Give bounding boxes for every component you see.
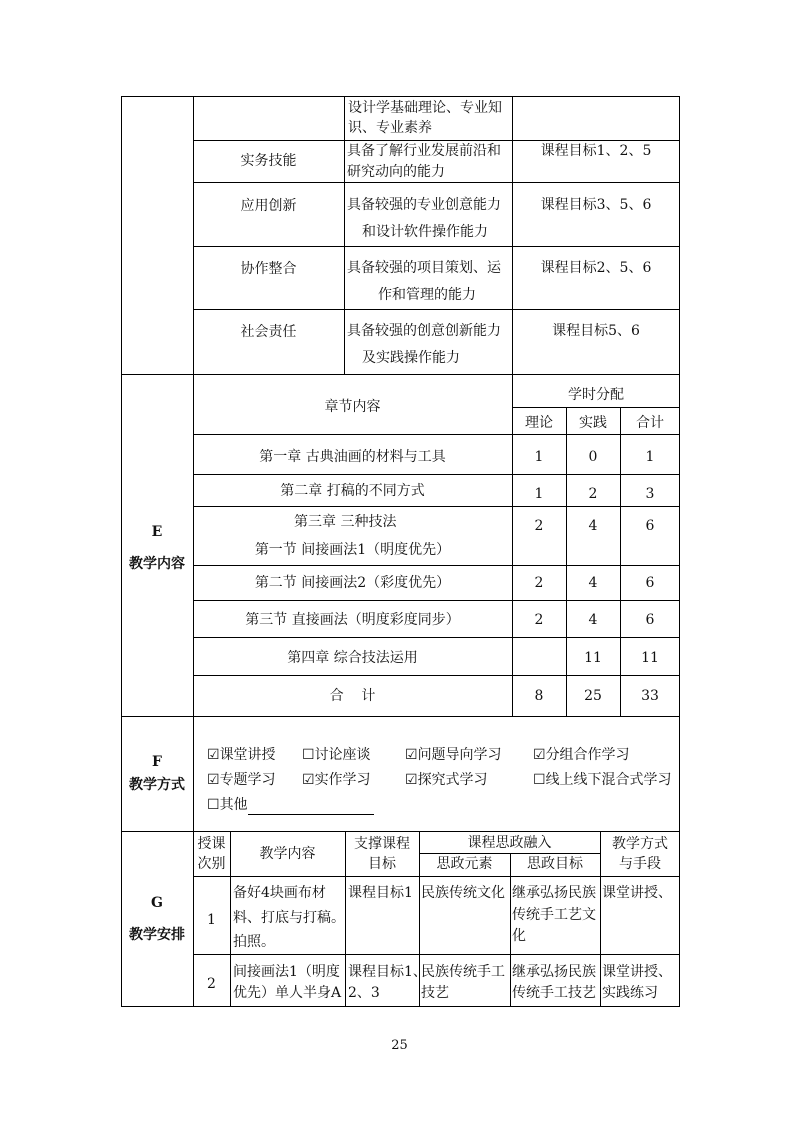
objective-desc-line1: 具备较强的专业创意能力 [347,197,501,213]
section-title: 第二节 间接画法2（彩度优先） [254,575,451,591]
objective-goal: 课程目标3、5、6 [540,197,652,213]
header-chapter-content: 章节内容 [324,399,381,415]
objective-goal: 课程目标5、6 [552,323,640,339]
content-line: 料、打底与打稿。 [233,910,345,926]
other-fill-blank[interactable] [248,800,374,815]
ideology-goal-line: 传统手工技艺 [512,985,596,1001]
objective-item: 应用创新 [240,198,297,214]
header-ideology-element: 思政元素 [436,856,493,872]
checkbox-unchecked-icon[interactable]: ☐ [302,747,315,763]
teaching-method-option[interactable] [405,745,502,765]
objective-goal: 课程目标1、2、5 [540,143,652,159]
theory-hours: 1 [534,486,544,502]
practice-hours: 4 [588,575,598,591]
section-title: 第三节 直接画法（明度彩度同步） [245,612,460,628]
chapter-title: 第三章 三种技法 [294,514,397,530]
objective-desc-line2: 和设计软件操作能力 [362,224,488,240]
header-method-line1: 教学方式 [612,836,668,852]
theory-hours: 2 [534,575,544,591]
objective-desc-line2: 研究动向的能力 [347,164,445,180]
practice-hours: 4 [588,518,598,534]
practice-hours: 2 [588,486,598,502]
teaching-method-option[interactable] [207,770,276,790]
option-label: 专题学习 [219,772,276,788]
teaching-method-option[interactable] [533,770,672,790]
header-total: 合计 [636,415,664,431]
ideology-element-line: 技艺 [421,985,449,1001]
header-content: 教学内容 [259,846,316,862]
content-line: 优先）单人半身A [233,985,342,1001]
header-session-line1: 授课 [197,836,226,852]
section-title: 第一节 间接画法1（明度优先） [254,542,451,558]
option-label: 线上线下混合式学习 [545,772,672,788]
sum-total: 33 [641,688,659,704]
teaching-method-option[interactable] [302,770,371,790]
session-number: 1 [207,912,216,928]
objective-desc-line2: 及实践操作能力 [362,350,460,366]
header-ideology-goal: 思政目标 [527,856,583,872]
practice-hours: 11 [584,650,602,666]
ideology-goal-line: 传统手工艺文 [512,907,596,923]
sum-label: 合 计 [329,688,376,704]
chapter-title: 第四章 综合技法运用 [287,650,418,666]
method-line: 实践练习 [602,985,658,1001]
header-session-line2: 次别 [197,856,226,872]
total-hours: 1 [645,449,655,465]
objective-item: 协作整合 [240,261,297,277]
option-label: 问题导向学习 [417,747,502,763]
option-label: 分组合作学习 [545,747,630,763]
header-ideology: 课程思政融入 [467,835,552,851]
section-letter: G [151,895,163,911]
theory-hours: 1 [534,449,544,465]
header-support-line1: 支撑课程 [354,836,410,852]
option-label: 探究式学习 [417,772,488,788]
header-practice: 实践 [579,415,607,431]
checkbox-checked-icon[interactable]: ☑ [533,747,546,763]
content-line: 间接画法1（明度 [233,964,340,980]
checkbox-checked-icon[interactable]: ☑ [207,772,220,788]
checkbox-checked-icon[interactable]: ☑ [405,772,418,788]
total-hours: 11 [641,650,659,666]
section-letter: F [152,754,162,770]
total-hours: 6 [645,612,655,628]
practice-hours: 0 [588,449,598,465]
ideology-goal-line: 化 [512,928,526,944]
sum-theory: 8 [534,688,544,704]
ideology-element-line: 民族传统手工 [421,964,505,980]
ideology-goal-line: 继承弘扬民族 [512,964,596,980]
ideology-element: 民族传统文化 [421,885,505,901]
support-goal: 课程目标1 [348,885,413,901]
total-hours: 3 [645,486,655,502]
checkbox-unchecked-icon[interactable]: ☐ [207,797,220,813]
objective-desc-line1: 具备了解行业发展前沿和 [347,143,501,159]
objective-item: 社会责任 [240,324,297,340]
teaching-method-option-other[interactable] [207,795,374,815]
objective-desc-line1: 具备较强的创意创新能力 [347,323,501,339]
objective-desc-line1: 具备较强的项目策划、运 [347,260,501,276]
option-label: 课堂讲授 [219,747,276,763]
chapter-title: 第一章 古典油画的材料与工具 [259,449,446,465]
sum-practice: 25 [584,688,602,704]
page-number: 25 [391,1038,408,1053]
option-label: 其他 [219,797,248,813]
checkbox-unchecked-icon[interactable]: ☐ [533,772,546,788]
session-number: 2 [207,976,216,992]
support-goal-line: 2、3 [348,985,380,1001]
method-line: 课堂讲授、 [602,964,672,980]
theory-hours: 2 [534,518,544,534]
checkbox-checked-icon[interactable]: ☑ [302,772,315,788]
checkbox-checked-icon[interactable]: ☑ [207,747,220,763]
total-hours: 6 [645,575,655,591]
section-letter: E [151,524,163,540]
practice-hours: 4 [588,612,598,628]
objective-desc-line2: 识、专业素养 [348,120,432,136]
section-title: 教学安排 [129,927,185,943]
header-theory: 理论 [525,415,553,431]
content-line: 备好4块画布材 [233,885,326,901]
teaching-method-option[interactable] [207,745,276,765]
support-goal-line: 课程目标1、 [348,964,427,980]
header-method-line2: 与手段 [619,856,661,872]
teaching-method-option[interactable] [533,745,630,765]
objective-desc-line2: 作和管理的能力 [378,287,476,303]
teaching-method-option[interactable] [302,745,371,765]
section-title: 教学方式 [129,777,185,793]
checkbox-checked-icon[interactable]: ☑ [405,747,418,763]
header-support-line2: 目标 [368,856,396,872]
option-label: 讨论座谈 [314,747,371,763]
section-title: 教学内容 [129,556,185,572]
method: 课堂讲授、 [602,885,672,901]
ideology-goal-line: 继承弘扬民族 [512,885,596,901]
total-hours: 6 [645,518,655,534]
option-label: 实作学习 [314,772,371,788]
objective-desc-line1: 设计学基础理论、专业知 [348,100,502,116]
theory-hours: 2 [534,612,544,628]
objective-goal: 课程目标2、5、6 [540,260,652,276]
header-hours: 学时分配 [568,387,624,403]
content-line: 拍照。 [233,934,275,950]
objective-item: 实务技能 [240,153,297,169]
teaching-method-option[interactable] [405,770,488,790]
chapter-title: 第二章 打稿的不同方式 [280,483,425,499]
